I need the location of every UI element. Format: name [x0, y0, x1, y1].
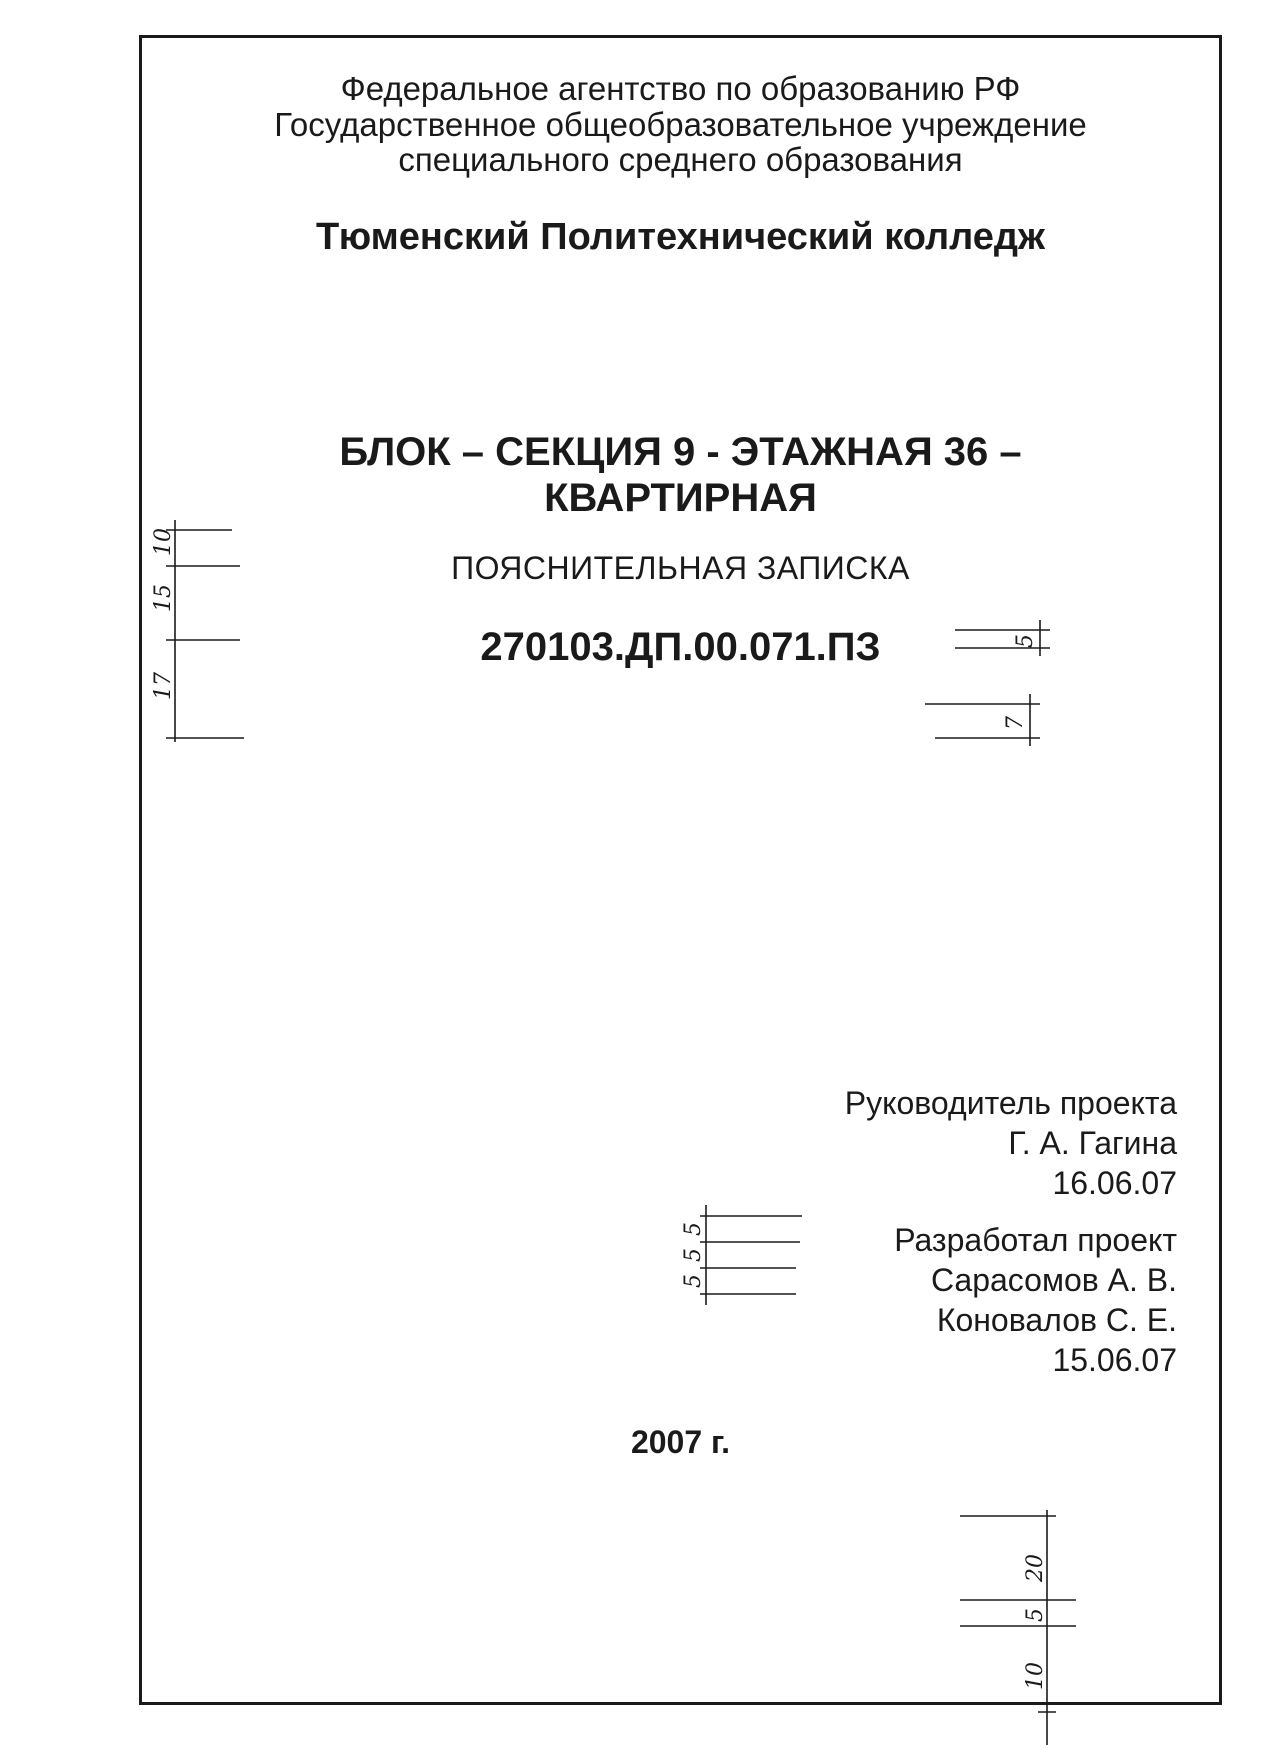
college-name: Тюменский Политехнический колледж [316, 216, 1045, 258]
bottom-dimension-marks [960, 1510, 1076, 1745]
year: 2007 г. [630, 1424, 731, 1460]
bottom-dim-label: 20 [1023, 1554, 1048, 1582]
title-line-1: БЛОК – СЕКЦИЯ 9 - ЭТАЖНАЯ 36 – [339, 430, 1022, 474]
doc-type-dimension-mark [955, 620, 1050, 656]
left-dim-label: 17 [151, 672, 176, 700]
developer-date: 15.06.07 [1052, 1342, 1177, 1378]
sig-dim-label: 5 [681, 1222, 706, 1236]
header-line-2: Государственное общеобразовательное учреждение [274, 106, 1087, 143]
left-dimension-marks [151, 520, 244, 742]
developer-role: Разработал проект [894, 1222, 1177, 1258]
document-code: 270103.ДП.00.071.ПЗ [480, 625, 881, 669]
supervisor-role: Руководитель проекта [844, 1085, 1177, 1121]
developer-name-1: Сарасомов А. В. [930, 1262, 1177, 1298]
supervisor-date: 16.06.07 [1052, 1165, 1177, 1201]
signature-dimension-marks [681, 1205, 802, 1305]
bottom-dim-label: 5 [1023, 1608, 1048, 1622]
bottom-dim-label: 10 [1023, 1662, 1048, 1690]
doc-code-dim-label: 7 [1003, 716, 1028, 730]
supervisor-name: Г. А. Гагина [1008, 1125, 1177, 1161]
header-line-3: специального среднего образования [398, 141, 963, 178]
sig-dim-label: 5 [681, 1274, 706, 1288]
doc-type-dim-label: 5 [1013, 634, 1038, 648]
left-dim-label: 10 [151, 528, 176, 556]
left-dim-label: 15 [151, 584, 176, 612]
developer-name-2: Коновалов С. Е. [936, 1302, 1177, 1338]
title-line-2: КВАРТИРНАЯ [544, 476, 817, 520]
document-type: ПОЯСНИТЕЛЬНАЯ ЗАПИСКА [451, 550, 910, 586]
sig-dim-label: 5 [681, 1248, 706, 1262]
doc-code-dimension-mark [925, 694, 1040, 746]
header-line-1: Федеральное агентство по образованию РФ [340, 70, 1021, 107]
